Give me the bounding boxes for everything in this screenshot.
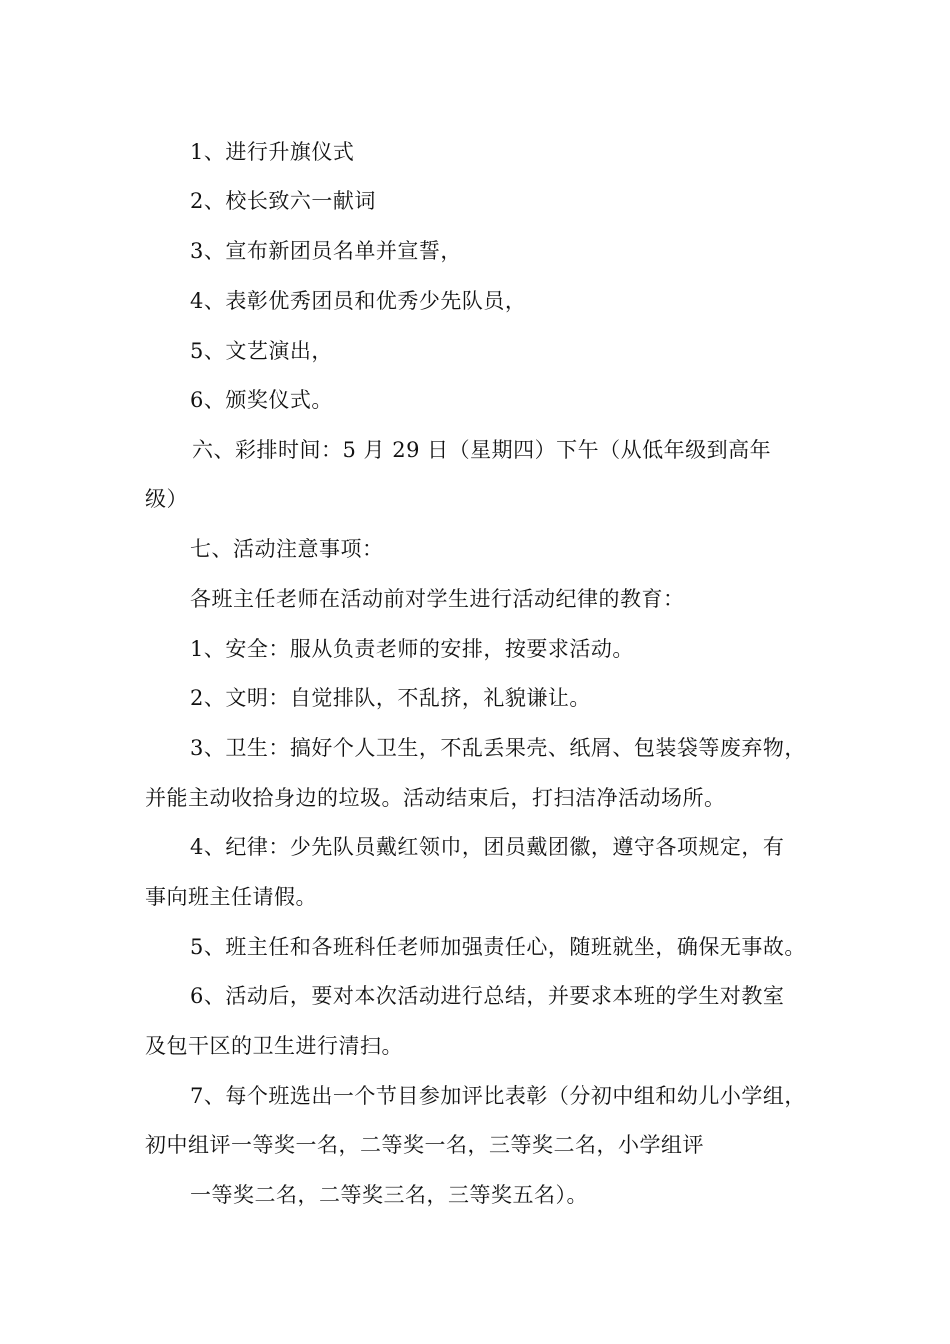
section-heading: 七、活动注意事项： [190,537,384,561]
text-line: 5、文艺演出， [190,339,333,363]
text-line: 7、每个班选出一个节目参加评比表彰（分初中组和幼儿小学组， [190,1084,806,1108]
text-line: 3、宣布新团员名单并宣誓， [190,239,462,263]
text-line: 六、彩排时间：5 月 29 日（星期四）下午（从低年级到高年 [192,438,772,462]
text-line: 一等奖二名，二等奖三名，三等奖五名）。 [190,1183,588,1207]
text-line: 各班主任老师在活动前对学生进行活动纪律的教育： [190,587,685,611]
text-line: 事向班主任请假。 [145,885,317,909]
text-line: 3、卫生：搞好个人卫生，不乱丢果壳、纸屑、包装袋等废弃物， [190,736,806,760]
text-line: 及包干区的卫生进行清扫。 [145,1034,403,1058]
text-line: 6、颁奖仪式。 [190,388,333,412]
text-line: 6、活动后，要对本次活动进行总结，并要求本班的学生对教室 [190,984,785,1008]
text-line: 2、文明：自觉排队，不乱挤，礼貌谦让。 [190,686,591,710]
text-line: 4、纪律：少先队员戴红领巾，团员戴团徽，遵守各项规定，有 [190,835,785,859]
text-line: 5、班主任和各班科任老师加强责任心，随班就坐，确保无事故。 [190,935,806,959]
text-line: 1、进行升旗仪式 [190,140,355,164]
text-line: 初中组评一等奖一名，二等奖一名，三等奖二名，小学组评 [145,1133,704,1157]
text-line: 1、安全：服从负责老师的安排，按要求活动。 [190,637,634,661]
text-line: 并能主动收拾身边的垃圾。活动结束后，打扫洁净活动场所。 [145,786,726,810]
text-line: 2、校长致六一献词 [190,189,376,213]
text-line: 级） [145,487,188,511]
text-line: 4、表彰优秀团员和优秀少先队员， [190,289,527,313]
